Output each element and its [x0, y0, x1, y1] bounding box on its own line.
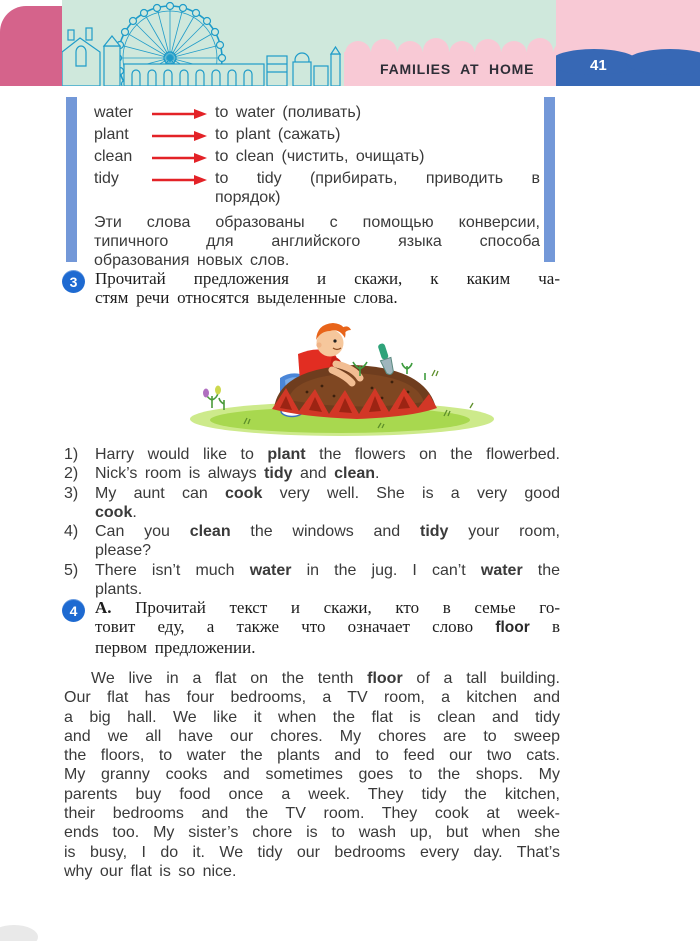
text-line: Harry would like to plant the flowers on the flowerbed. — [95, 446, 561, 463]
exercise-4-instruction — [95, 598, 560, 657]
conversion-row — [94, 125, 540, 147]
sentence-number: 2) — [64, 465, 79, 483]
sentence-number: 3) — [64, 484, 79, 502]
page-number: 41 — [590, 57, 607, 74]
text-line: to clean (чистить, очищать) — [215, 148, 425, 165]
conversion-arrow-icon — [151, 108, 207, 120]
text-line: My granny cooks and sometimes goes to the shops. My — [64, 766, 560, 784]
reading-text — [64, 669, 560, 881]
conversion-base-word: clean — [94, 148, 133, 165]
sentence-item — [64, 561, 560, 600]
exercise-4 — [62, 598, 560, 657]
rule-box-right-bar — [544, 97, 555, 262]
sentence-number: 1) — [64, 446, 79, 463]
boy-planting-illustration — [182, 316, 502, 440]
conversion-rows — [94, 103, 540, 208]
conversion-row — [94, 147, 540, 169]
conversion-row — [94, 103, 540, 125]
text-line: товит еду, а также что означает слово floor в — [95, 617, 560, 637]
text-line: А. Прочитай текст и скажи, кто в семье го- — [95, 598, 560, 617]
conversion-base-word: tidy — [94, 170, 119, 187]
text-line: Эти слова образованы с помощью конверсии, — [94, 213, 540, 231]
sentence-number: 5) — [64, 561, 79, 579]
rule-box-content — [94, 103, 540, 270]
text-line: порядок) — [215, 189, 281, 207]
text-line: We live in a flat on the tenth floor of a tall building. — [91, 670, 561, 687]
text-line: to plant (сажать) — [215, 126, 341, 143]
conversion-base-word: water — [94, 104, 134, 121]
text-line: and we all have our chores. My chores are to sweep — [64, 727, 560, 745]
text-line: Nick’s room is always tidy and clean. — [95, 465, 380, 483]
text-line: to tidy (прибирать, приводить в — [215, 170, 540, 187]
exercise-3-instruction — [95, 269, 560, 308]
conversion-result — [215, 169, 540, 208]
page-number-box — [556, 44, 700, 86]
sentence-number: 4) — [64, 523, 79, 541]
text-line: cook. — [95, 503, 137, 521]
sentence-list — [64, 445, 560, 599]
text-line: plants. — [95, 581, 143, 599]
text-line: parents buy food once a week. They tidy the kitchen, — [64, 785, 560, 803]
conversion-result — [215, 103, 540, 122]
conversion-result — [215, 147, 540, 166]
exercise-3 — [62, 269, 560, 308]
exercise-4-number-badge: 4 — [62, 599, 85, 622]
sentence-item — [64, 445, 560, 464]
text-line: My aunt can cook very well. She is a very good — [95, 484, 561, 502]
sentence-item — [64, 464, 560, 483]
conversion-arrow-icon — [151, 130, 207, 142]
text-line: There isn’t much water in the jug. I can’t water the — [95, 561, 561, 579]
section-title: FAMILIES AT HOME — [380, 61, 535, 77]
conversion-arrow-icon — [151, 152, 207, 164]
conversion-row — [94, 169, 540, 208]
text-line: to water (поливать) — [215, 104, 362, 121]
text-line: Our flat has four bedrooms, a TV room, a kitchen and — [64, 689, 560, 707]
text-line: Прочитай предложения и скажи, к каким ча- — [95, 269, 560, 288]
text-line: ends too. My sister’s chore is to wash up, but when she — [64, 824, 560, 842]
text-line: please? — [95, 542, 152, 560]
header-rose-decoration — [0, 6, 62, 86]
text-line: Can you clean the windows and tidy your room, — [95, 523, 560, 541]
text-line: первом предложении. — [95, 637, 256, 657]
text-line: стям речи относятся выделенные слова. — [95, 288, 398, 308]
conversion-result — [215, 125, 540, 144]
rule-box — [66, 97, 555, 270]
conversion-arrow-icon — [151, 174, 207, 186]
text-line: the floors, to water the plants and to feed our two cats. — [64, 747, 560, 765]
text-line: типичного для английского языка способа — [94, 232, 540, 250]
sentence-item — [64, 522, 560, 561]
text-line: образования новых слов. — [94, 252, 290, 270]
rule-box-left-bar — [66, 97, 77, 262]
exercise-3-number-badge: 3 — [62, 270, 85, 293]
bottom-corner-decoration — [0, 925, 38, 941]
text-line: is busy, I do it. We tidy our bedrooms every day. That’s — [64, 843, 560, 861]
text-line: why our flat is so nice. — [64, 862, 237, 880]
sentence-item — [64, 484, 560, 523]
conversion-base-word: plant — [94, 126, 129, 143]
text-line: a big hall. We like it when the flat is clean and tidy — [64, 708, 560, 726]
page-header — [0, 0, 700, 86]
rule-box-note — [94, 213, 540, 271]
text-line: their bedrooms and the TV room. They cook at week- — [64, 805, 560, 823]
